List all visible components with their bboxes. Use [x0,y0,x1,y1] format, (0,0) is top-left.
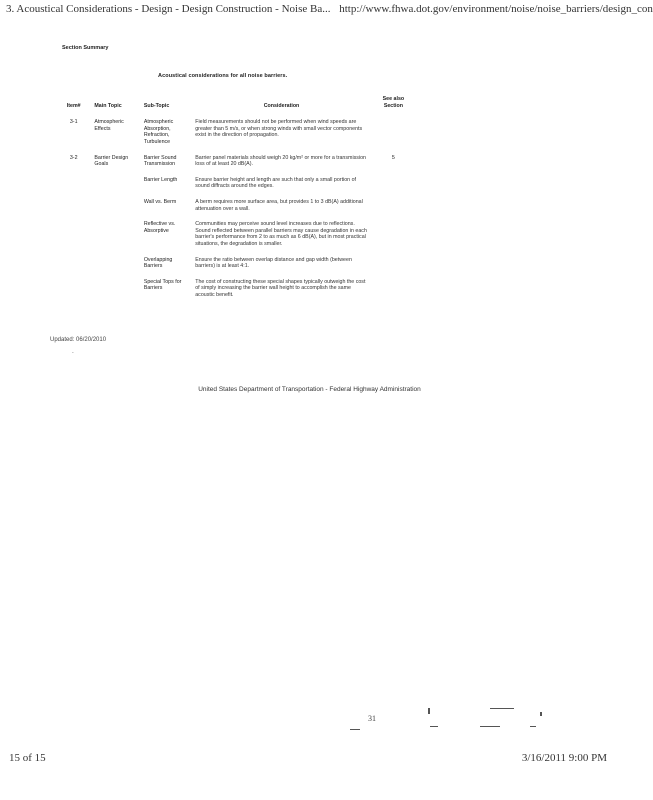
table-row [56,279,416,308]
cell-sub-topic: Barrier Sound Transmission [143,154,177,168]
cell-sub-topic: Atmospheric Absorption, Refraction, Turbulence [143,119,174,145]
cell-item [56,279,91,308]
updated-date: Updated: 06/20/2010 [50,337,107,343]
table-row [56,177,416,199]
table-header-row [56,96,416,119]
agency-footer: United States Department of Transportation - Federal Highway Administration [198,386,421,393]
cell-main-topic [91,279,140,308]
considerations-table [56,96,416,307]
cell-consideration: Communities may perceive sound level increases due to reflections. Sound reflected between parallel barriers may cause degradation in each barrier's performance from 2 to as much as 6 dB(A), but in most practical situations, the degradation is smaller. [195,221,367,247]
cell-consideration: Barrier panel materials should weigh 20 kg/m² or more for a transmission loss of at least 20 dB(A). [195,154,366,168]
table-row [56,155,416,177]
cell-sub-topic: Overlapping Barriers [143,256,173,270]
cell-sub-topic: Special Tops for Barriers [143,278,182,292]
page-marker: 31 [368,714,376,723]
cell-see-also [371,177,416,199]
section-summary-heading: Section Summary [62,45,109,51]
print-datetime: 3/16/2011 9:00 PM [521,752,607,764]
cell-consideration: The cost of constructing these special shapes typically outweigh the cost of simply increasing the barrier wall height to accomplish the same acoustic benefit. [195,278,366,298]
cell-item: 3-1 [69,119,78,126]
table-row [56,199,416,221]
cell-main-topic: Barrier Design Goals [94,154,129,168]
cell-consideration: Field measurements should not be performed when wind speeds are greater than 5 m/s, or when strong winds with small vector components exist in the direction of propagation. [195,119,363,139]
cell-see-also: 5 [391,154,395,161]
page-number: 15 of 15 [9,752,46,764]
cell-see-also [371,199,416,221]
cell-consideration: Ensure the ratio between overlap distance and gap width (between barriers) is at least 4:1. [195,256,352,270]
cell-item [56,177,91,199]
cell-item [56,257,91,279]
header-sub-topic: Sub-Topic [143,102,170,109]
page-url[interactable]: http://www.fhwa.dot.gov/environment/noise/noise_barriers/design_con [339,3,653,15]
page-title: 3. Acoustical Considerations - Design - Design Construction - Noise Ba... [6,3,331,15]
stray-mark: - [72,350,74,356]
cell-main-topic [91,177,140,199]
cell-item [56,199,91,221]
cell-item [56,221,91,256]
cell-see-also [371,279,416,308]
header-see-also: See also Section [382,96,405,109]
header-item: Item# [66,102,81,109]
cell-main-topic [91,199,140,221]
cell-item: 3-2 [69,154,78,161]
cell-main-topic [91,257,140,279]
cell-main-topic: Atmospheric Effects [94,119,124,132]
cell-sub-topic: Reflective vs. Absorptive [143,221,176,234]
scan-artifacts [340,704,560,738]
table-row [56,257,416,279]
cell-consideration: Ensure barrier height and length are such that only a small portion of sound diffracts around the edges. [195,176,357,190]
table-row [56,119,416,154]
browser-print-header [6,3,653,15]
header-main-topic: Main Topic [94,102,122,109]
table-body [56,119,416,307]
cell-main-topic [91,221,140,256]
table-caption: Acoustical considerations for all noise barriers. [158,73,288,79]
cell-consideration: A berm requires more surface area, but provides 1 to 3 dB(A) additional attenuation over a wall. [195,198,363,212]
cell-see-also [371,221,416,256]
header-consideration: Consideration [263,102,300,109]
cell-sub-topic: Wall vs. Berm [143,198,177,205]
cell-see-also [371,257,416,279]
cell-sub-topic: Barrier Length [143,176,178,183]
table-row [56,221,416,256]
cell-see-also [371,119,416,154]
